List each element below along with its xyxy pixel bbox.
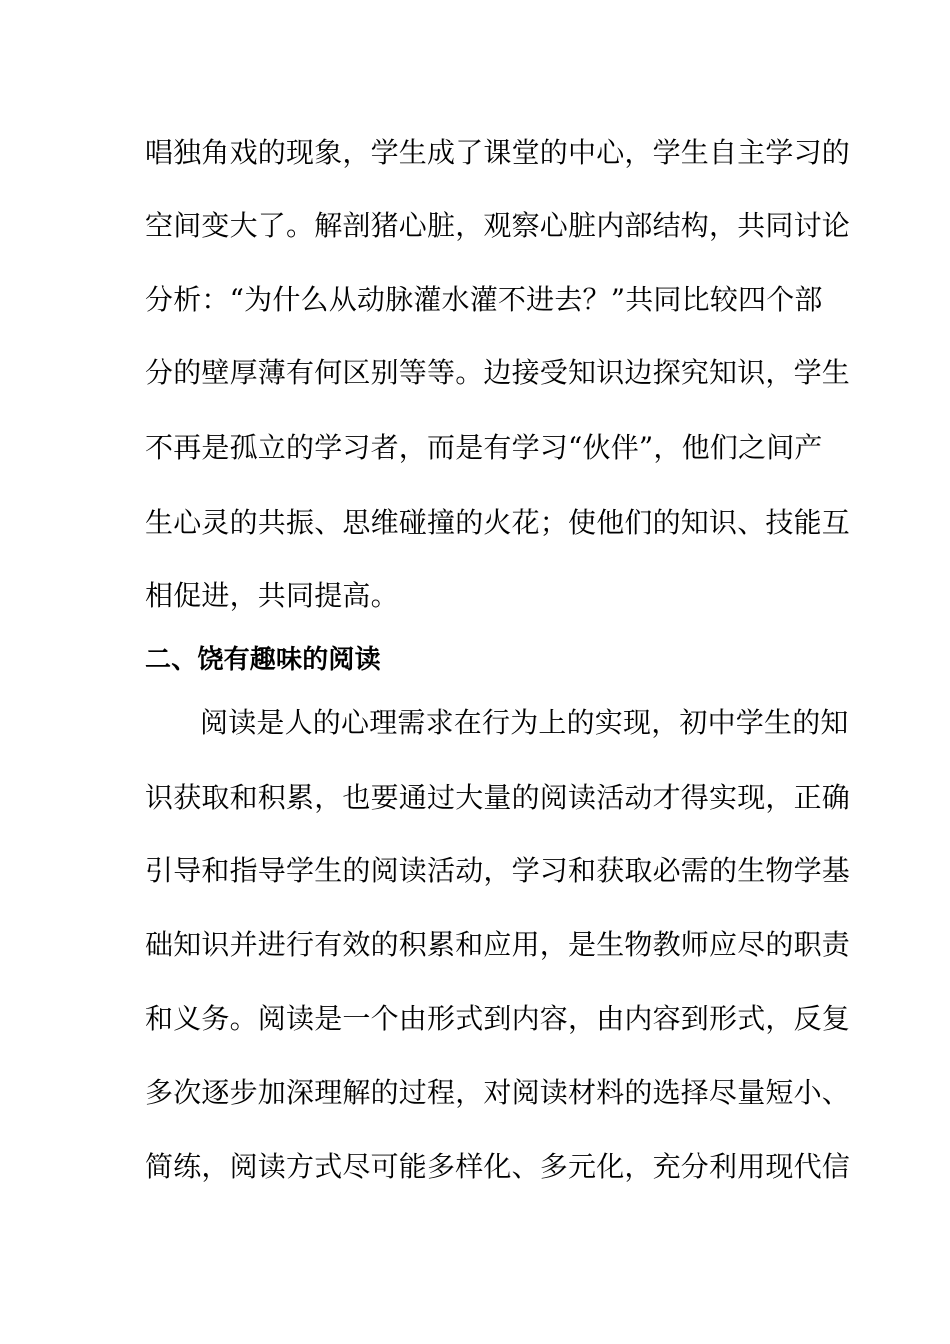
- paragraph-2-line-4: 础知识并进行有效的积累和应用，是生物教师应尽的职责: [145, 928, 851, 961]
- paragraph-1-line-1: 唱独角戏的现象，学生成了课堂的中心，学生自主学习的: [145, 136, 851, 169]
- paragraph-1-line-3: 分析：“为什么从动脉灌水灌不进去？”共同比较四个部: [145, 283, 823, 316]
- paragraph-1-line-4: 分的壁厚薄有何区别等等。边接受知识边探究知识，学生: [145, 356, 851, 389]
- paragraph-1-line-7: 相促进，共同提高。: [145, 579, 399, 612]
- paragraph-2-line-3: 引导和指导学生的阅读活动，学习和获取必需的生物学基: [145, 854, 851, 887]
- section-heading: 二、饶有趣味的阅读: [145, 645, 381, 675]
- paragraph-1-line-6: 生心灵的共振、思维碰撞的火花；使他们的知识、技能互: [145, 506, 851, 539]
- paragraph-1-line-2: 空间变大了。解剖猪心脏，观察心脏内部结构，共同讨论: [145, 209, 851, 242]
- paragraph-2-line-7: 简练，阅读方式尽可能多样化、多元化，充分利用现代信: [145, 1150, 851, 1183]
- paragraph-2-line-1: 阅读是人的心理需求在行为上的实现，初中学生的知: [200, 706, 849, 739]
- paragraph-1-line-5: 不再是孤立的学习者，而是有学习“伙伴”，他们之间产: [145, 431, 823, 464]
- paragraph-2-line-6: 多次逐步加深理解的过程，对阅读材料的选择尽量短小、: [145, 1076, 851, 1109]
- paragraph-2-line-2: 识获取和积累，也要通过大量的阅读活动才得实现，正确: [145, 781, 851, 814]
- paragraph-2-line-5: 和义务。阅读是一个由形式到内容，由内容到形式，反复: [145, 1002, 851, 1035]
